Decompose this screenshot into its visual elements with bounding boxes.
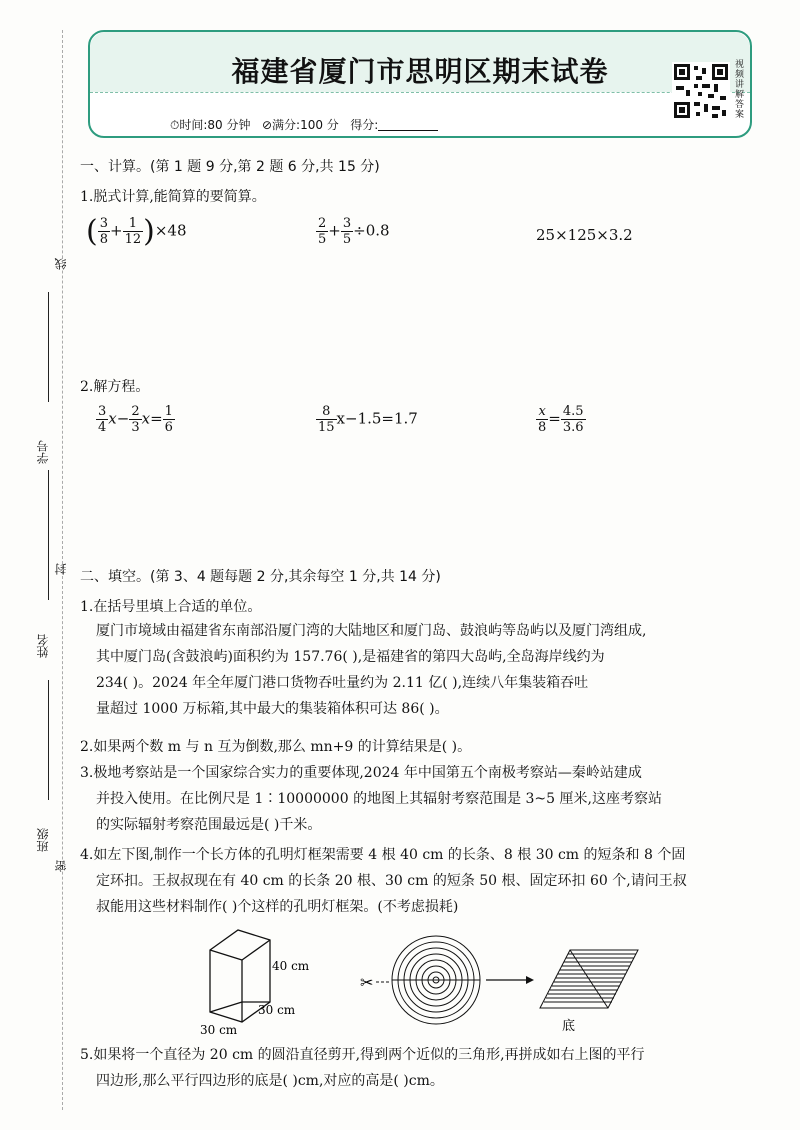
side-label-banji: 班级 bbox=[36, 828, 50, 852]
figures bbox=[190, 922, 670, 1040]
s2-q1-paragraph: 厦门市境域由福建省东南部沿厦门湾的大陆地区和厦门岛、鼓浪屿等岛屿以及厦门湾组成, 其中厦门岛(含鼓浪屿)面积约为 157.76( ),是福建省的第四大岛屿,全岛海岸线约为 234( )。2024 年全年厦门港口货物吞吐量约为 2.11 亿( ),连续八年集装箱吞吐 量超过 1000 万标箱,其中最大的集装箱体积可达 86( )。 bbox=[96, 623, 647, 717]
section2-heading: 二、填空。(第 3、4 题每题 2 分,其余每空 1 分,共 14 分) bbox=[80, 569, 441, 585]
full-score-label: 满分:100 分 bbox=[272, 118, 339, 132]
side-label-xuehao: 学号 bbox=[36, 440, 50, 464]
fig-label-30a: 30 cm bbox=[200, 1023, 238, 1037]
equation-3: $\frac{x}{8}$ = $\frac{4.5}{3.6}$ bbox=[538, 404, 584, 435]
xingming-line bbox=[48, 470, 49, 600]
s2-q2: 2.如果两个数 m 与 n 互为倒数,那么 mn+9 的计算结果是( )。 bbox=[80, 739, 472, 755]
fig-label-40: 40 cm bbox=[272, 959, 310, 973]
xuehao-line bbox=[48, 292, 49, 402]
score-blank[interactable] bbox=[378, 120, 438, 131]
section1-heading: 一、计算。(第 1 题 9 分,第 2 题 6 分,共 15 分) bbox=[80, 159, 380, 175]
s2-q5: 5.如果将一个直径为 20 cm 的圆沿直径剪开,得到两个近似的三角形,再拼成如右上图的平行 四边形,那么平行四边形的底是( )cm,对应的高是( )cm。 bbox=[80, 1047, 645, 1089]
check-icon: ⊘ bbox=[261, 118, 273, 132]
arrow-icon bbox=[526, 976, 534, 984]
s2-q1-label: 1.在括号里填上合适的单位。 bbox=[80, 599, 262, 615]
expr-1: ( $\frac{3}{8}$ + $\frac{1}{12}$ )×48 bbox=[86, 214, 187, 249]
q1-label: 1.脱式计算,能简算的要简算。 bbox=[80, 189, 266, 205]
s2-q3: 3.极地考察站是一个国家综合实力的重要体现,2024 年中国第五个南极考察站—秦岭站建成 并投入使用。在比例尺是 1∶10000000 的地图上其辐射考察范围是 3~5 厘米,这座考察站 的实际辐射考察范围最远是( )千米。 bbox=[80, 765, 662, 833]
expr-2: $\frac{2}{5}$ + $\frac{3}{5}$ ÷0.8 bbox=[318, 216, 390, 247]
side-label-xian: 线 bbox=[54, 258, 68, 270]
side-label-feng: 封 bbox=[54, 563, 68, 575]
scissors-icon: ✂ bbox=[360, 973, 374, 992]
equation-2: $\frac{8}{15}$ x−1.5=1.7 bbox=[318, 404, 418, 435]
fig-label-di: 底 bbox=[562, 1019, 576, 1034]
side-label-xingming: 姓名 bbox=[36, 634, 50, 658]
timer-icon: ⏱ bbox=[170, 118, 180, 132]
header-divider bbox=[90, 92, 750, 93]
banji-line bbox=[48, 680, 49, 800]
side-label-mi: 密 bbox=[54, 860, 68, 872]
qr-code[interactable] bbox=[672, 62, 730, 120]
time-label: 时间:80 分钟 bbox=[179, 118, 251, 132]
fig-label-30b: 30 cm bbox=[258, 1003, 296, 1017]
equation-1: $\frac{3}{4}$ x− $\frac{2}{3}$ x= $\frac{1}{6}$ bbox=[98, 404, 173, 435]
parallelogram-figure bbox=[540, 950, 638, 1008]
qr-caption: 视频讲解答案 bbox=[735, 60, 745, 120]
exam-info bbox=[170, 116, 438, 133]
concentric-circle-figure bbox=[392, 936, 480, 1024]
expr-3: 25×125×3.2 bbox=[536, 226, 633, 244]
s2-q4: 4.如左下图,制作一个长方体的孔明灯框架需要 4 根 40 cm 的长条、8 根 30 cm 的短条和 8 个固 定环扣。王叔叔现在有 40 cm 的长条 20 根、30 cm 的短条 50 根、固定环扣 60 个,请问王叔 叔能用这些材料制作( )个这样的孔明灯框架。(不考虑损耗) bbox=[80, 847, 687, 915]
q2-label: 2.解方程。 bbox=[80, 379, 150, 395]
score-label: 得分: bbox=[350, 118, 379, 132]
exam-title: 福建省厦门市思明区期末试卷 bbox=[231, 55, 609, 88]
